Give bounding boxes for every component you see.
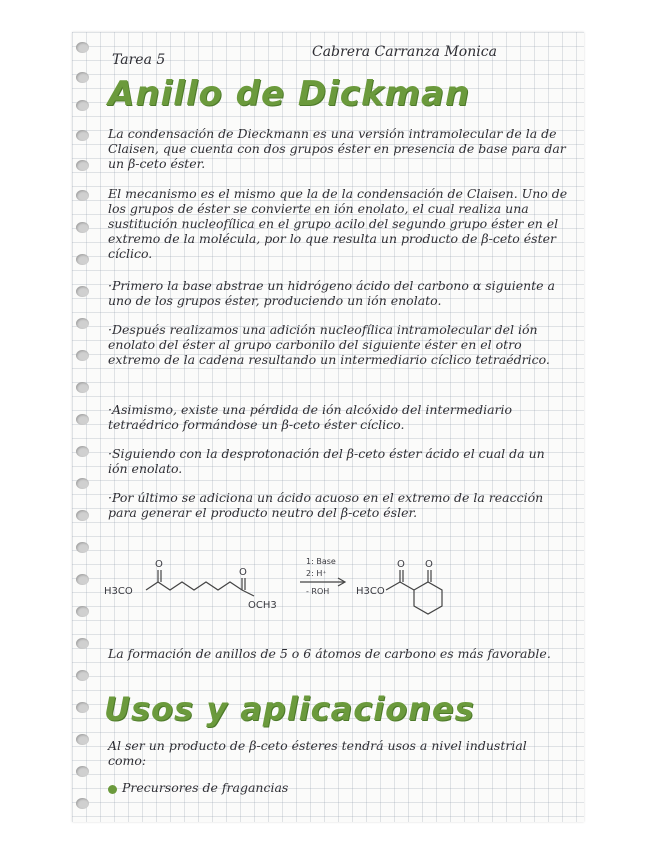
binder-hole [76, 798, 89, 809]
binder-hole [76, 574, 89, 585]
carbonyl-o-label: O [397, 559, 405, 570]
binder-hole [76, 286, 89, 297]
assignment-label: Tarea 5 [112, 52, 166, 68]
section-text: Al ser un producto de β-ceto ésteres tendrá usos a nivel industrial como: [108, 738, 527, 768]
ring-size-note: La formación de anillos de 5 o 6 átomos de carbono es más favorable. [108, 646, 551, 661]
step-3: ·Asimismo, existe una pérdida de ión alcóxido del intermediario tetraédrico formándose un β-ceto éster cíclico. [108, 402, 513, 432]
binder-hole [76, 42, 89, 53]
binder-hole [76, 510, 89, 521]
mechanism-paragraph: El mecanismo es el mismo que la de la condensación de Claisen. Uno de los grupos de éster se convierte en ión enolato, el cual realiza una sustitución nucleofílica en el grupo acilo del segundo grupo éster en el extremo de la molécula, por lo que resulta un producto de β-ceto éster cíclico. [108, 186, 568, 261]
carbonyl-o-label: O [155, 559, 163, 570]
binder-hole [76, 446, 89, 457]
binder-hole [76, 130, 89, 141]
step-1: ·Primero la base abstrae un hidrógeno ácido del carbono α siguiente a uno de los grupos éster, produciendo un ión enolato. [108, 278, 556, 308]
reaction-scheme [100, 548, 480, 630]
reactant-chain [146, 582, 254, 596]
binder-hole [76, 318, 89, 329]
binder-hole [76, 542, 89, 553]
section-title: Usos y aplicaciones [104, 690, 475, 728]
cyclohexanone-ring [414, 582, 442, 614]
carbonyl-o-label: O [239, 567, 247, 578]
author-name: Cabrera Carranza Monica [312, 44, 497, 60]
intro-paragraph: La condensación de Dieckmann es una versión intramolecular de la de Claisen, que cuenta con dos grupos éster en presencia de base para dar un β-ceto éster. [108, 126, 566, 171]
binder-hole [76, 606, 89, 617]
product-left-group: H3CO [356, 586, 385, 597]
bullet-dot [108, 785, 117, 794]
carbonyl-o-label: O [425, 559, 433, 570]
step-2: ·Después realizamos una adición nucleofílica intramolecular del ión enolato del éster al grupo carbonilo del siguiente éster en el otro extremo de la cadena resultando un intermediario cíclico tetraédrico. [108, 322, 550, 367]
binder-hole [76, 734, 89, 745]
binder-hole [76, 638, 89, 649]
condition-1: 1: Base [306, 557, 336, 566]
binder-hole [76, 766, 89, 777]
binder-hole [76, 72, 89, 83]
binder-hole [76, 478, 89, 489]
binder-hole [76, 254, 89, 265]
binder-hole [76, 100, 89, 111]
binder-hole [76, 382, 89, 393]
condition-3: - ROH [306, 587, 330, 596]
step-4: ·Siguiendo con la desprotonación del β-ceto éster ácido el cual da un ión enolato. [108, 446, 545, 476]
binder-hole [76, 702, 89, 713]
step-5: ·Por último se adiciona un ácido acuoso en el extremo de la reacción para generar el producto neutro del β-ceto ésler. [108, 490, 544, 520]
page-title: Anillo de Dickman [108, 74, 471, 114]
binder-hole [76, 670, 89, 681]
binder-hole [76, 222, 89, 233]
reactant-right-group: OCH3 [248, 600, 277, 611]
binder-hole [76, 414, 89, 425]
condition-2: 2: H⁺ [306, 569, 327, 578]
binder-hole [76, 160, 89, 171]
bullet-item: Precursores de fragancias [122, 780, 289, 795]
reactant-left-group: H3CO [104, 586, 133, 597]
binder-hole [76, 190, 89, 201]
binder-hole [76, 350, 89, 361]
